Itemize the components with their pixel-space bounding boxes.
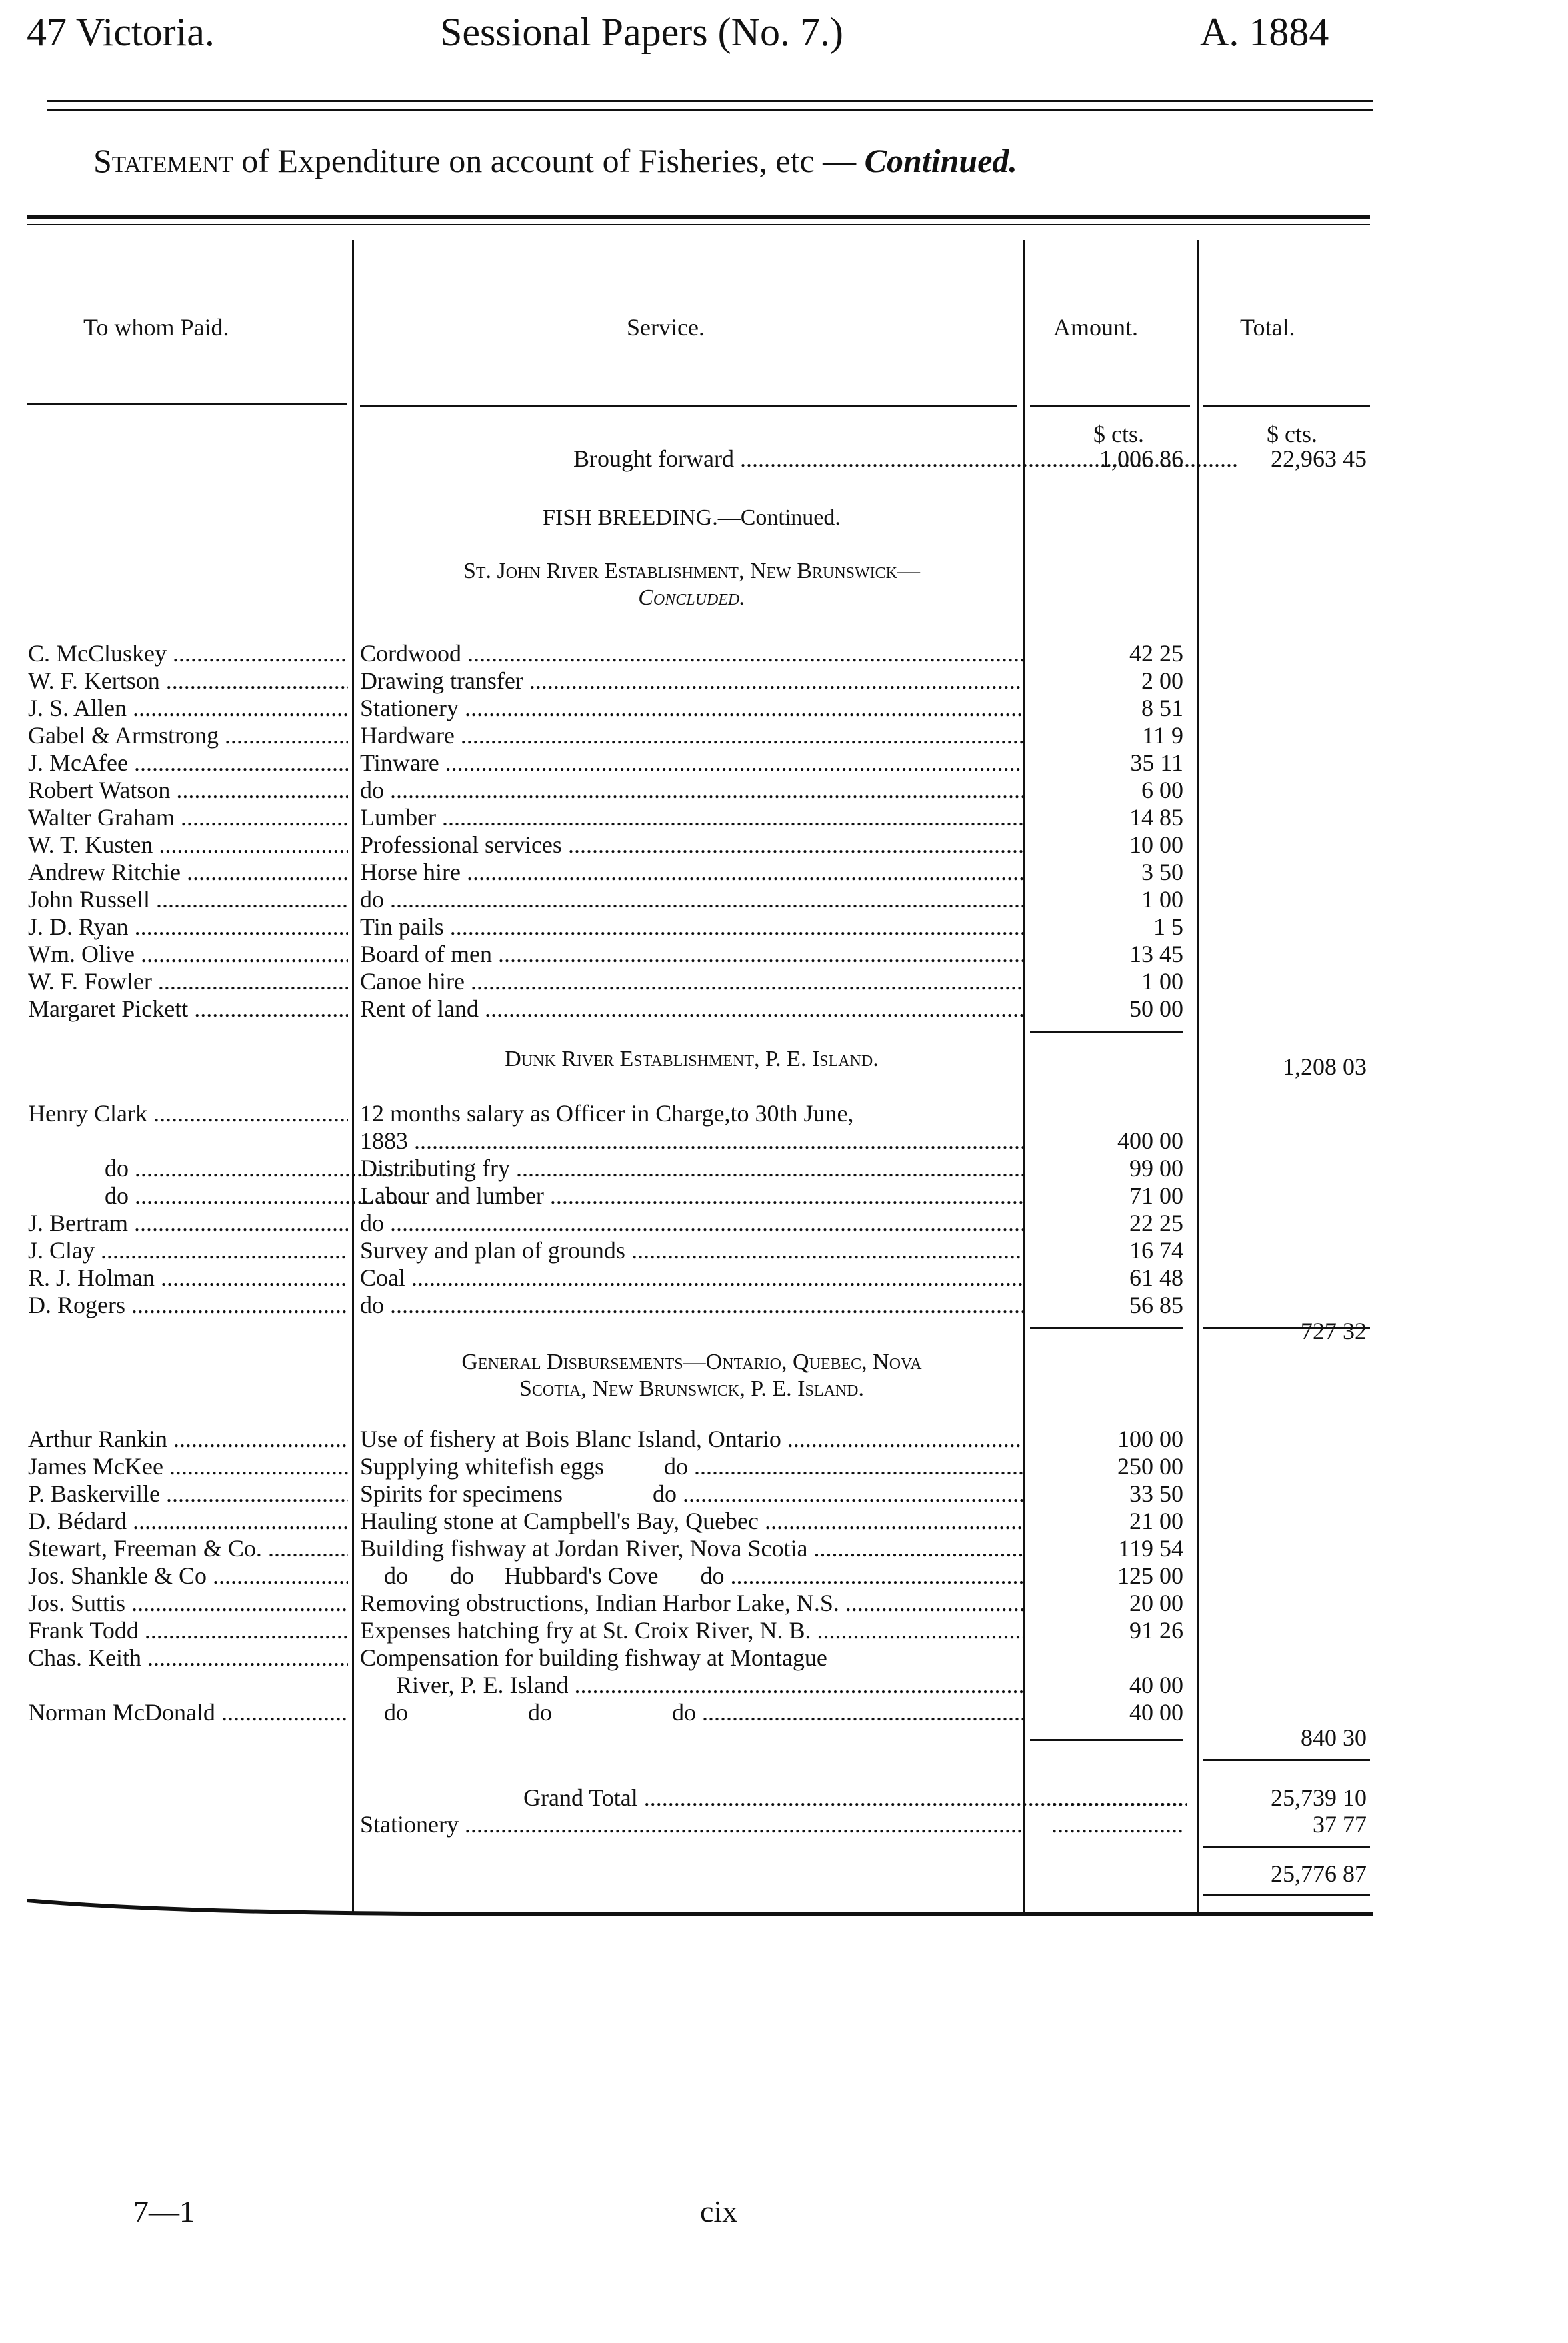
payee-name: Gabel & Armstrong .....	[28, 722, 348, 749]
service-description: Drawing transfer	[360, 667, 523, 694]
service-description: Compensation for building fishway at Montague	[360, 1644, 827, 1671]
payee-name: Jos. Suttis .....	[28, 1590, 348, 1616]
general-row	[0, 1562, 1568, 1589]
general-row	[0, 1644, 1568, 1671]
st-john-row	[0, 667, 1568, 694]
dunk-row	[0, 1292, 1568, 1318]
grand-total-row: Grand Total ..... ...................... 25,739 10	[0, 1784, 1568, 1811]
amount-value: 400 00	[1117, 1127, 1183, 1154]
st-john-row	[0, 722, 1568, 749]
general-row	[0, 1672, 1568, 1698]
amount-value: 40 00	[1129, 1699, 1183, 1726]
final-total-rule	[1203, 1846, 1370, 1848]
general-row	[0, 1590, 1568, 1616]
amount-value: 3 50	[1141, 859, 1183, 885]
amount-value: 16 74	[1129, 1237, 1183, 1264]
amount-value: 8 51	[1141, 695, 1183, 721]
service-description: Rent of land	[360, 995, 479, 1022]
service-description: do do do	[360, 1699, 696, 1726]
amount-value: 33 50	[1129, 1480, 1183, 1507]
amount-value: 10 00	[1129, 831, 1183, 858]
header-underline-service	[360, 405, 1017, 407]
service-description: Expenses hatching fry at St. Croix River, N. B.	[360, 1617, 811, 1644]
dunk-row	[0, 1210, 1568, 1236]
final-total: 25,776 87	[1271, 1860, 1367, 1887]
general-row	[0, 1426, 1568, 1452]
payee-name: Stewart, Freeman & Co. .....	[28, 1535, 348, 1562]
payee-name: W. T. Kusten .....	[28, 831, 348, 858]
st-john-subtotal-rule	[1030, 1031, 1183, 1033]
section-st-john-line2: Concluded.	[638, 585, 745, 610]
amount-value: 50 00	[1129, 995, 1183, 1022]
service-description: Removing obstructions, Indian Harbor Lake, N.S.	[360, 1590, 839, 1616]
service-description: River, P. E. Island	[360, 1672, 569, 1698]
st-john-row	[0, 941, 1568, 967]
service-description: Hardware	[360, 722, 455, 749]
general-row	[0, 1480, 1568, 1507]
caption-continued: Continued.	[864, 142, 1017, 179]
section-st-john-line1: St. John River Establishment, New Brunswick—	[463, 559, 921, 583]
statement-caption	[93, 141, 1017, 180]
service-description: Horse hire	[360, 859, 461, 885]
dunk-row	[0, 1264, 1568, 1291]
payee-name: Walter Graham .....	[28, 804, 348, 831]
footer-signature: 7—1	[133, 2194, 195, 2228]
general-total-rule	[1203, 1759, 1370, 1761]
final-total-underline	[1203, 1894, 1370, 1896]
service-description: Cordwood	[360, 640, 461, 667]
amount-value: 20 00	[1129, 1590, 1183, 1616]
st-john-row	[0, 859, 1568, 885]
payee-name: Margaret Pickett .....	[28, 995, 348, 1022]
payee-name: W. F. Fowler .....	[28, 968, 348, 995]
amount-value: 119 54	[1118, 1535, 1183, 1562]
dunk-row	[0, 1182, 1568, 1209]
service-description: 1883	[360, 1127, 408, 1154]
amount-value: 6 00	[1141, 777, 1183, 803]
service-description: Tinware	[360, 749, 439, 776]
service-description: Board of men	[360, 941, 492, 967]
payee-name: W. F. Kertson .....	[28, 667, 348, 694]
st-john-row	[0, 749, 1568, 776]
amount-value: 125 00	[1117, 1562, 1183, 1589]
amount-value: 22 25	[1129, 1210, 1183, 1236]
amount-value: 1 00	[1141, 886, 1183, 913]
stationery-value: 37 77	[1313, 1811, 1367, 1838]
service-description: Survey and plan of grounds	[360, 1237, 625, 1264]
brought-forward-label: Brought forward	[573, 445, 734, 472]
caption-lead: Statement	[93, 142, 233, 179]
st-john-row	[0, 804, 1568, 831]
brought-forward-row	[0, 445, 1568, 472]
payee-name: J. Bertram .....	[28, 1210, 348, 1236]
service-description: do	[360, 886, 384, 913]
dunk-row	[0, 1237, 1568, 1264]
amount-value: 35 11	[1130, 749, 1183, 776]
payee-name: Jos. Shankle & Co .....	[28, 1562, 348, 1589]
dunk-total: 727 32	[1301, 1318, 1367, 1344]
amount-value: 250 00	[1117, 1453, 1183, 1480]
service-description: Use of fishery at Bois Blanc Island, Ontario	[360, 1426, 781, 1452]
payee-name: Chas. Keith .....	[28, 1644, 348, 1671]
amount-value: 21 00	[1129, 1508, 1183, 1534]
brought-forward-amount: 1,006 86	[1099, 445, 1183, 472]
service-description: Canoe hire	[360, 968, 465, 995]
page-number: cix	[700, 2194, 738, 2228]
dunk-row	[0, 1155, 1568, 1182]
amount-value: 13 45	[1129, 941, 1183, 967]
general-row	[0, 1617, 1568, 1644]
final-total-row	[0, 1860, 1568, 1887]
service-description: Stationery	[360, 695, 459, 721]
amount-value: 91 26	[1129, 1617, 1183, 1644]
service-description: Professional services	[360, 831, 562, 858]
stationery-label: Stationery	[360, 1811, 459, 1838]
general-total: 840 30	[1301, 1724, 1367, 1751]
column-header-total: Total.	[1240, 314, 1295, 341]
stationery-row: Stationery ..... ...................... 37 77	[0, 1811, 1568, 1838]
service-description: do	[360, 1210, 384, 1236]
service-description: Tin pails	[360, 913, 444, 940]
amount-value: 99 00	[1129, 1155, 1183, 1182]
payee-name: J. McAfee .....	[28, 749, 348, 776]
payee-name: J. Clay .....	[28, 1237, 348, 1264]
payee-name: Henry Clark .....	[28, 1100, 348, 1127]
amount-units: $ cts.	[1093, 421, 1144, 447]
st-john-row	[0, 968, 1568, 995]
closing-rule	[27, 1899, 1373, 1919]
st-john-row	[0, 995, 1568, 1022]
amount-value: 61 48	[1129, 1264, 1183, 1291]
payee-name: Wm. Olive .....	[28, 941, 348, 967]
service-description: Spirits for specimens do	[360, 1480, 677, 1507]
section-general-line2: Scotia, New Brunswick, P. E. Island.	[519, 1376, 865, 1401]
total-units: $ cts.	[1267, 421, 1317, 447]
section-fish-breeding: FISH BREEDING.—Continued.	[543, 505, 841, 530]
dunk-row	[0, 1127, 1568, 1154]
payee-name: Frank Todd .....	[28, 1617, 348, 1644]
section-general-line1: General Disbursements—Ontario, Quebec, Nova	[461, 1350, 922, 1374]
service-description: Hauling stone at Campbell's Bay, Quebec	[360, 1508, 759, 1534]
st-john-row	[0, 777, 1568, 803]
amount-value: 11 9	[1142, 722, 1183, 749]
general-row	[0, 1453, 1568, 1480]
dunk-row	[0, 1100, 1568, 1127]
amount-value: 1 5	[1153, 913, 1183, 940]
general-row	[0, 1508, 1568, 1534]
payee-name: James McKee .....	[28, 1453, 348, 1480]
service-description: Labour and lumber	[360, 1182, 544, 1209]
service-description: Coal	[360, 1264, 405, 1291]
service-description: do do Hubbard's Cove do	[360, 1562, 725, 1589]
general-total-row	[0, 1724, 1568, 1751]
service-description: Building fishway at Jordan River, Nova Scotia	[360, 1535, 808, 1562]
general-row	[0, 1535, 1568, 1562]
section-dunk-river: Dunk River Establishment, P. E. Island.	[505, 1047, 879, 1071]
general-row	[0, 1699, 1568, 1726]
amount-value: 71 00	[1129, 1182, 1183, 1209]
payee-name: do .....	[28, 1182, 425, 1209]
brought-forward-total: 22,963 45	[1271, 445, 1367, 472]
dunk-total-row	[0, 1318, 1568, 1344]
grand-total-label: Grand Total	[523, 1784, 638, 1811]
amount-value: 42 25	[1129, 640, 1183, 667]
payee-name: Arthur Rankin .....	[28, 1426, 348, 1452]
amount-value: 14 85	[1129, 804, 1183, 831]
header-series: Sessional Papers (No. 7.)	[440, 10, 843, 54]
payee-name: Andrew Ritchie .....	[28, 859, 348, 885]
amount-value: 100 00	[1117, 1426, 1183, 1452]
st-john-total: 1,208 03	[1283, 1053, 1367, 1080]
header-rule-1	[47, 100, 1373, 102]
payee-name: Norman McDonald .....	[28, 1699, 348, 1726]
column-header-payee: To whom Paid.	[83, 314, 229, 341]
st-john-row	[0, 913, 1568, 940]
column-header-amount: Amount.	[1053, 314, 1139, 341]
caption-rule-thin	[27, 224, 1370, 225]
payee-name: D. Rogers .....	[28, 1292, 348, 1318]
caption-rule-thick	[27, 215, 1370, 219]
amount-value: 2 00	[1141, 667, 1183, 694]
service-description: Distributing fry	[360, 1155, 510, 1182]
st-john-row	[0, 695, 1568, 721]
payee-name: J. S. Allen .....	[28, 695, 348, 721]
payee-name: do .....	[28, 1155, 425, 1182]
column-header-service: Service.	[627, 314, 705, 341]
payee-name: Robert Watson .....	[28, 777, 348, 803]
st-john-row	[0, 886, 1568, 913]
header-underline-amount	[1030, 405, 1190, 407]
payee-name: P. Baskerville .....	[28, 1480, 348, 1507]
st-john-row	[0, 640, 1568, 667]
service-description: 12 months salary as Officer in Charge,to 30th June,	[360, 1100, 854, 1127]
payee-name: J. D. Ryan .....	[28, 913, 348, 940]
caption-text: of Expenditure on account of Fisheries, etc —	[233, 142, 865, 179]
payee-name: John Russell .....	[28, 886, 348, 913]
service-description: do	[360, 777, 384, 803]
header-year: A. 1884	[1200, 10, 1329, 54]
payee-name: C. McCluskey .....	[28, 640, 348, 667]
header-underline-total	[1203, 405, 1370, 407]
service-description: do	[360, 1292, 384, 1318]
grand-total-value: 25,739 10	[1271, 1784, 1367, 1811]
st-john-row	[0, 831, 1568, 858]
service-description: Lumber	[360, 804, 436, 831]
header-rule-2	[47, 109, 1373, 111]
header-volume: 47 Victoria.	[27, 10, 215, 54]
amount-value: 1 00	[1141, 968, 1183, 995]
payee-name: R. J. Holman .....	[28, 1264, 348, 1291]
header-underline-payee	[27, 403, 347, 405]
service-description: Supplying whitefish eggs do	[360, 1453, 688, 1480]
payee-name: D. Bédard .....	[28, 1508, 348, 1534]
amount-value: 56 85	[1129, 1292, 1183, 1318]
amount-value: 40 00	[1129, 1672, 1183, 1698]
